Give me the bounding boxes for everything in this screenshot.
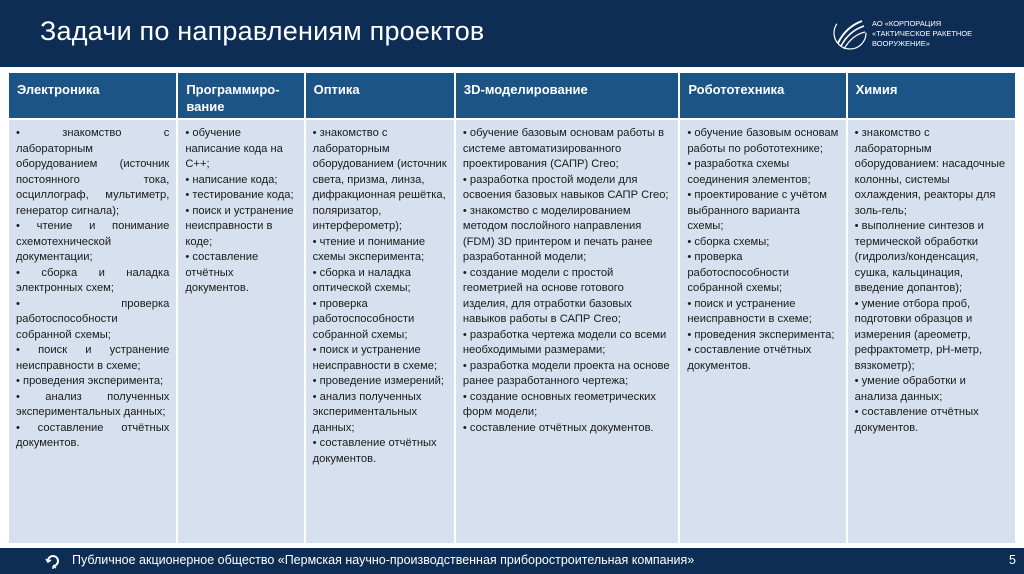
task-item: • составление отчётных документов. (462, 421, 654, 434)
column-cell-programming (178, 120, 303, 543)
task-item: • проектирование с учётом выбранного варианта схемы; (687, 189, 827, 232)
column-header-chemistry: Химия (848, 73, 1015, 120)
task-item: • сборка и наладка оптической схемы; (312, 266, 411, 294)
task-item: • проведение измерений; (312, 375, 444, 387)
task-item: • обучение базовым основам работы по робототехнике; (687, 127, 839, 155)
table-header-row (9, 73, 1015, 120)
page-number: 5 (1009, 553, 1016, 567)
task-item: • знакомство с лабораторным оборудованием: насадочные колонны, системы охлаждения, реакторы для золь-гель; (854, 127, 1006, 217)
task-item: • чтение и понимание схемотехнической документации; (16, 220, 170, 263)
task-item: • составление отчётных документов. (687, 344, 812, 372)
task-item: • сборка и наладка электронных схем; (16, 266, 170, 294)
task-item: • составление отчётных документов. (854, 406, 979, 434)
logo-line-2: «ТАКТИЧЕСКОЕ РАКЕТНОЕ (872, 29, 973, 38)
task-item: • составление отчётных документов. (312, 437, 437, 465)
task-item: • проверка работоспособности собранной схемы; (687, 251, 789, 294)
task-item: • разработка модели проекта на основе ранее разработанного чертежа; (462, 359, 670, 387)
task-item: • обучение базовым основам работы в системе автоматизированного проектирования (САПР) Creo; (462, 127, 665, 170)
corporation-logo-text (872, 19, 1012, 49)
slide-footer (0, 548, 1024, 574)
task-item: • поиск и устранение неисправности в схеме; (687, 297, 812, 325)
column-header-3d-modeling: 3D-моделирование (456, 73, 678, 120)
footer-company-name: Публичное акционерное общество «Пермская научно-производственная приборостроительная компания» (72, 553, 695, 567)
column-cell-chemistry (848, 120, 1015, 543)
task-item: • проведения эксперимента; (687, 328, 835, 341)
task-item: • анализ полученных экспериментальных данных; (312, 390, 422, 434)
column-header-optics: Оптика (306, 73, 454, 120)
column-header-programming: Программиро-вание (178, 73, 303, 120)
task-item: • составление отчётных документов. (16, 421, 170, 449)
task-item: • разработка схемы соединения элементов; (687, 158, 811, 186)
corporation-logo (832, 13, 1012, 55)
task-item: • знакомство с моделированием методом послойного направления (FDM) 3D принтером и печать ранее разработанной модели; (462, 204, 653, 263)
task-item: • проверка работоспособности собранной схемы; (312, 297, 415, 341)
task-item: • умение обработки и анализа данных; (854, 375, 966, 403)
task-item: • создание модели с простой геометрией на основе готового изделия, для отработки базовых навыков работы в САПР Creo; (462, 266, 633, 325)
task-item: • выполнение синтезов и термической обработки (гидролиз/конденсация, сушка, кальцинация, введение допантов); (854, 220, 984, 294)
task-item: • знакомство с лабораторным оборудованием (источник постоянного тока, осциллограф, мультиметр, генератор сигнала); (16, 127, 170, 217)
task-item: • разработка простой модели для освоения базовых навыков САПР Creo; (462, 173, 669, 201)
task-item: • проведения эксперимента; (16, 375, 164, 387)
task-item: • составление отчётных документов. (185, 251, 259, 294)
task-item: • чтение и понимание схемы эксперимента; (312, 235, 426, 263)
table-row (9, 120, 1015, 543)
logo-line-3: ВООРУЖЕНИЕ» (872, 39, 930, 48)
task-item: • разработка чертежа модели со всеми необходимыми размерами; (462, 328, 667, 356)
task-item: • тестирование кода; (185, 189, 294, 201)
column-header-robotics: Робототехника (680, 73, 845, 120)
project-tasks-table (7, 73, 1017, 543)
pnppk-logo-icon (44, 552, 62, 570)
task-item: • написание кода; (185, 173, 278, 186)
task-item: • поиск и устранение неисправности в схеме; (16, 344, 170, 372)
task-item: • умение отбора проб, подготовки образцов и измерения (ареометр, рефрактометр, pH-метр, вязкометр); (854, 297, 983, 372)
slide-header (0, 0, 1024, 67)
logo-line-1: АО «КОРПОРАЦИЯ (872, 19, 942, 28)
task-item: • обучение написание кода на C++; (185, 127, 283, 170)
task-item: • поиск и устранение неисправности в коде; (185, 204, 294, 248)
column-cell-optics (306, 120, 454, 543)
task-item: • сборка схемы; (687, 235, 770, 248)
column-cell-electronics (9, 120, 176, 543)
column-cell-robotics (680, 120, 845, 543)
task-item: • поиск и устранение неисправности в схеме; (312, 344, 438, 372)
slide-title: Задачи по направлениям проектов (40, 16, 485, 46)
corporation-logo-icon (832, 13, 868, 53)
task-item: • проверка работоспособности собранной схемы; (16, 297, 170, 341)
task-item: • анализ полученных экспериментальных данных; (16, 390, 170, 418)
column-cell-3d-modeling (456, 120, 678, 543)
column-header-electronics: Электроника (9, 73, 176, 120)
task-item: • знакомство с лабораторным оборудованием (источник света, призма, линза, дифракционная решётка, поляризатор, интерферометр); (312, 127, 447, 232)
task-item: • создание основных геометрических форм модели; (462, 390, 656, 418)
